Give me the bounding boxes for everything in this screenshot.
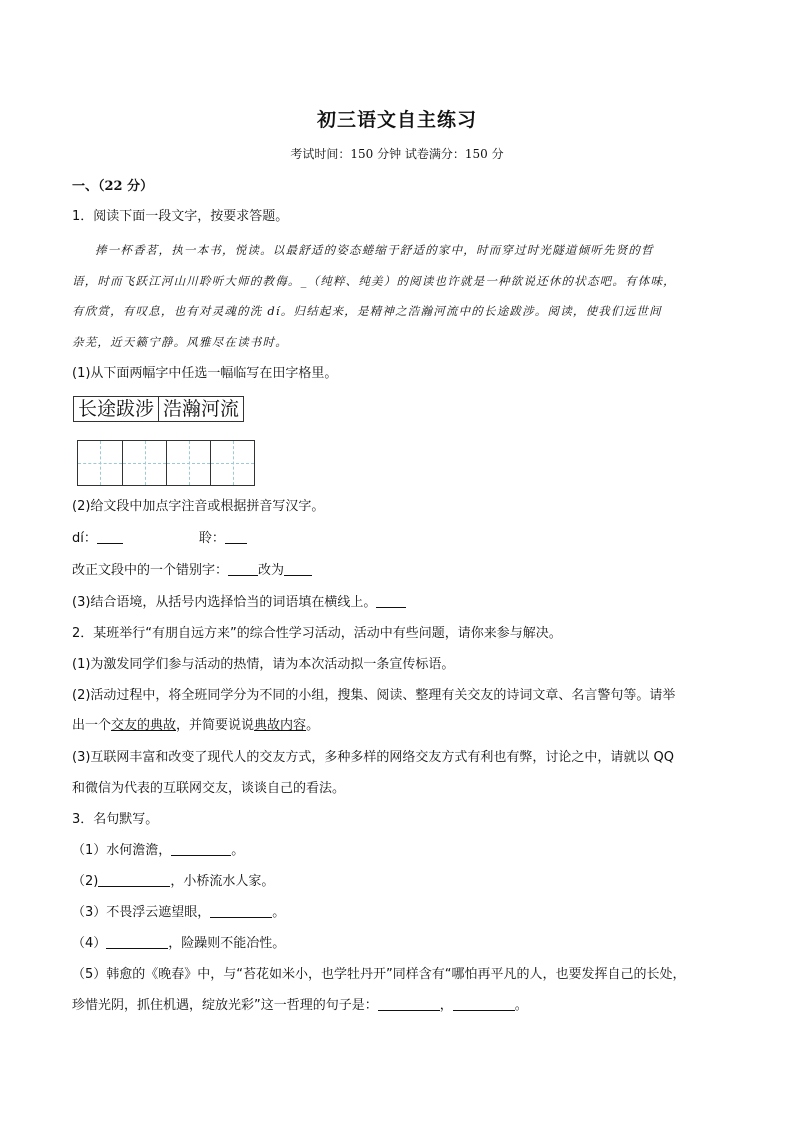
passage-line: 有欣赏，有叹息，也有对灵魂的洗 dí。归结起来，是精神之浩瀚河流中的长途跋涉。阅读，使我们远世间 — [72, 304, 662, 318]
text-segment: 出一个 — [72, 718, 112, 733]
grid-cell[interactable] — [166, 441, 210, 485]
text-segment: 。 — [272, 905, 286, 920]
answer-blank[interactable] — [378, 996, 440, 1011]
answer-blank[interactable] — [210, 903, 272, 918]
grid-cell[interactable] — [210, 441, 254, 485]
q1-sub2: (2)给文段中加点字注音或根据拼音写汉字。 — [72, 499, 325, 514]
calligraphy-sample: 长途跋涉 — [78, 398, 155, 420]
typo-mid: 改为 — [258, 563, 285, 578]
text-segment: ，小桥流水人家。 — [170, 874, 275, 889]
calligraphy-sample: 浩瀚河流 — [158, 397, 243, 421]
pinyin-row — [72, 529, 247, 549]
q2-sub3-line2: 和微信为代表的互联网交友，谈谈自己的看法。 — [72, 781, 346, 796]
q3-item — [72, 841, 244, 861]
text-segment: （3）不畏浮云遮望眼， — [72, 905, 211, 920]
text-segment: 。 — [231, 843, 245, 858]
typo-prefix: 改正文段中的一个错别字： — [72, 563, 229, 578]
q2-prompt: 2．某班举行“有朋自远方来”的综合性学习活动，活动中有些问题，请你来参与解决。 — [72, 626, 562, 641]
q1-sub3: (3)结合语境，从括号内选择恰当的词语填在横线上。 — [72, 595, 377, 610]
grid-cell[interactable] — [122, 441, 166, 485]
text-segment: 。 — [514, 998, 528, 1013]
tian-zi-grid[interactable] — [77, 440, 255, 486]
page-title: 初三语文自主练习 — [316, 109, 477, 131]
pinyin-label: dí： — [72, 531, 97, 546]
text-segment: （4） — [72, 936, 107, 951]
answer-blank[interactable] — [171, 841, 231, 856]
answer-blank[interactable] — [284, 561, 312, 576]
q2-sub1: (1)为激发同学们参与活动的热情，请为本次活动拟一条宣传标语。 — [72, 657, 455, 672]
answer-blank[interactable] — [376, 593, 406, 608]
passage-line: 语，时而飞跃江河山川聆听大师的教侮。_（纯粹、纯美）的阅读也许就是一种欲说还休的状态吧。有体味， — [72, 273, 676, 288]
passage-line: 捧一杯香茗，执一本书，悦读。以最舒适的姿态蜷缩于舒适的家中，时而穿过时光隧道倾听先贤的哲 — [95, 243, 654, 257]
q1-prompt: 1．阅读下面一段文字，按要求答题。 — [72, 209, 289, 224]
q3-item — [72, 934, 285, 954]
passage-line: 杂芜，近天籁宁静。风雅尽在读书时。 — [72, 334, 288, 349]
ling-label: 聆： — [198, 531, 225, 546]
q1-sub3-row — [72, 593, 406, 613]
typo-row — [72, 561, 312, 581]
q2-sub3-line1: (3)互联网丰富和改变了现代人的交友方式，多种多样的网络交友方式有利也有弊，讨论之中，请就以 QQ — [72, 750, 675, 765]
q2-sub2-line2 — [72, 716, 319, 736]
text-segment: ，险躁则不能冶性。 — [168, 936, 286, 951]
answer-blank[interactable] — [228, 561, 258, 576]
text-segment: ， — [439, 998, 453, 1013]
answer-blank[interactable] — [97, 529, 123, 544]
q3-item — [72, 903, 285, 923]
text-segment: 。 — [306, 718, 320, 733]
answer-blank[interactable] — [225, 529, 247, 544]
q3-prompt: 3．名句默写。 — [72, 812, 159, 827]
q2-sub2-line1: (2)活动过程中，将全班同学分为不同的小组，搜集、阅读、整理有关交友的诗词文章、名言警句等。请举 — [72, 688, 676, 703]
answer-blank[interactable] — [453, 996, 515, 1011]
answer-blank[interactable] — [106, 934, 168, 949]
text-segment: ，并简要说说 — [176, 718, 255, 733]
underlined-term: 交友的典故 — [111, 718, 177, 733]
text-segment: （1）水何澹澹， — [72, 843, 172, 858]
text-segment: （2) — [72, 874, 99, 889]
answer-blank[interactable] — [98, 872, 170, 887]
q3-item5-line1: （5）韩愈的《晚春》中，与“苔花如米小，也学牡丹开”同样含有“哪怕再平凡的人，也要发挥自己的长处， — [72, 967, 686, 982]
exam-info: 考试时间：150 分钟 试卷满分：150 分 — [290, 147, 504, 161]
section-heading: 一、（22 分） — [72, 179, 154, 194]
calligraphy-samples — [73, 396, 244, 422]
text-segment: 珍惜光阴，抓住机遇，绽放光彩”这一哲理的句子是： — [72, 998, 378, 1013]
q1-sub1: (1)从下面两幅字中任选一幅临写在田字格里。 — [72, 366, 338, 381]
underlined-term: 典故内容 — [254, 718, 307, 733]
q3-item5-line2 — [72, 996, 528, 1016]
grid-cell[interactable] — [78, 441, 122, 485]
q3-item — [72, 872, 274, 892]
reading-passage — [72, 235, 722, 357]
